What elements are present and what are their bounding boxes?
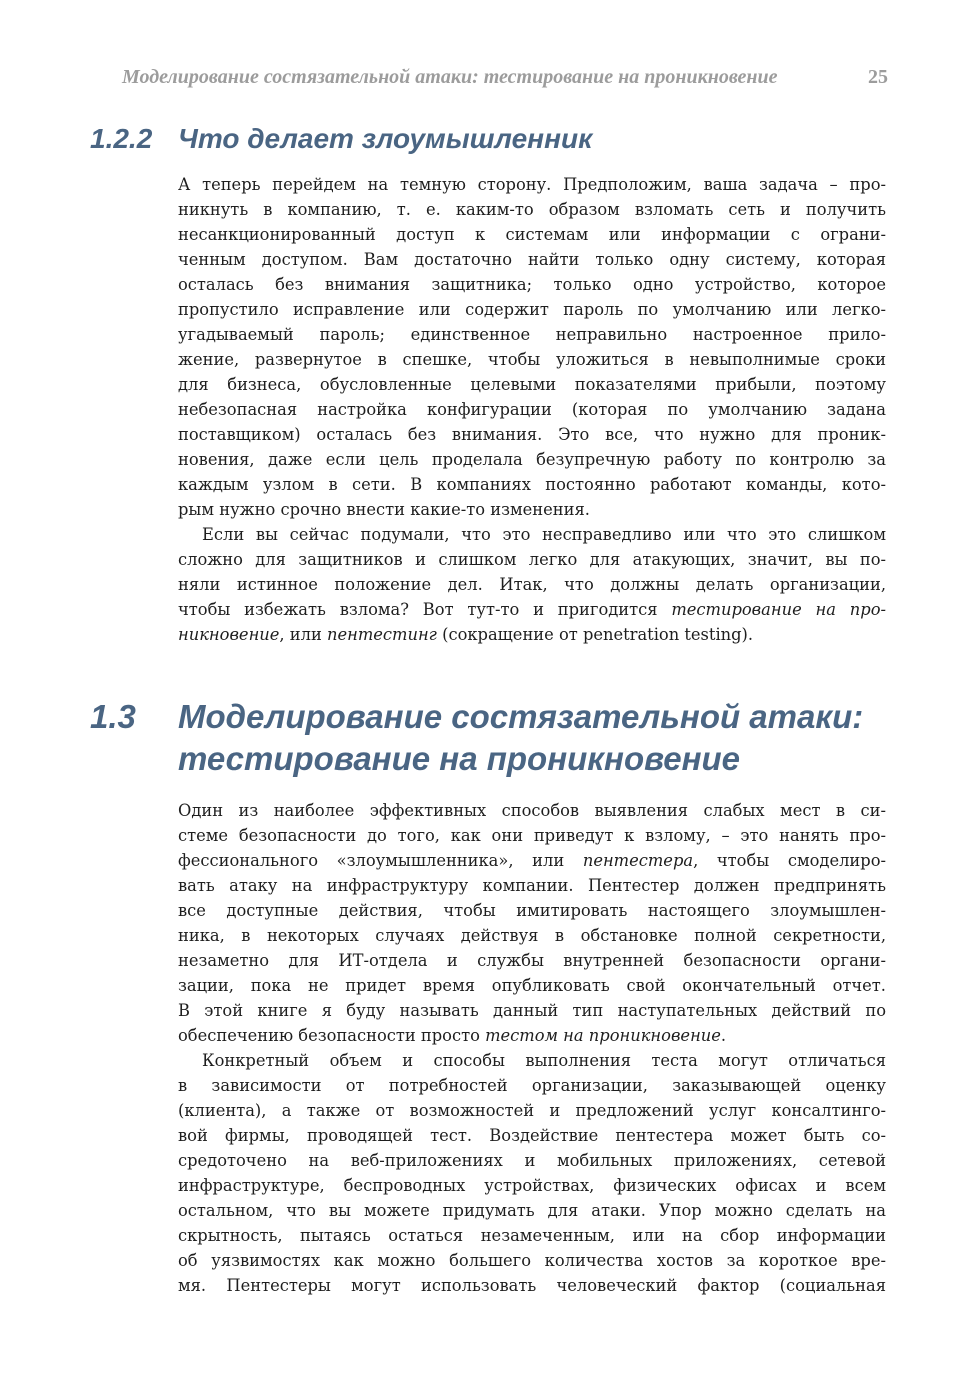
text-line: (клиента), а также от возможностей и предложений услуг консалтинго- [178,1101,886,1120]
text-line: сложно для защитников и слишком легко для атакующих, значит, вы по- [178,550,886,569]
text-line: ченным доступом. Вам достаточно найти только одну систему, которая [178,250,886,269]
text-line [178,848,886,873]
text-line: незаметно для ИТ-отдела и службы внутренней безопасности органи- [178,951,886,970]
text-run: фессионального «злоумышленника», или [178,851,583,870]
text-line: каждым узлом в сети. В компаниях постоянно работают команды, кото- [178,475,886,494]
running-head: Моделирование состязательной атаки: тестирование на проникновение [122,66,778,88]
italic-term: пентестера [582,851,694,870]
section-title [178,696,863,780]
text-line: ника, в некоторых случаях действуя в обстановке полной секретности, [178,926,886,945]
text-line: инфраструктуре, беспроводных устройствах, физических офисах и всем [178,1176,886,1195]
text-line: В этой книге я буду называть данный тип наступательных действий по [178,1001,886,1020]
text-line [178,1023,886,1048]
text-line: угадываемый пароль; единственное неправильно настроенное прило- [178,325,886,344]
text-line: вой фирмы, проводящей тест. Воздействие пентестера может быть со- [178,1126,886,1145]
text-line: А теперь перейдем на темную сторону. Предположим, ваша задача – про- [178,175,886,194]
text-line: няли истинное положение дел. Итак, что должны делать организации, [178,575,886,594]
text-line: жение, развернутое в спешке, чтобы уложиться в невыполнимые сроки [178,350,886,369]
text-line: поставщиком) осталась без внимания. Это все, что нужно для проник- [178,425,886,444]
text-line: стеме безопасности до того, как они приведут к взлому, – это нанять про- [178,826,886,845]
text-run: , или [279,625,327,644]
italic-term: пентестинг [327,625,437,644]
text-line [178,622,886,647]
section-1-2-2-body [178,172,886,647]
text-line: в зависимости от потребностей организации, заказывающей оценку [178,1076,886,1095]
text-run: , чтобы смоделиро- [693,851,887,870]
text-line: несанкционированный доступ к системам или информации с ограни- [178,225,886,244]
text-run: (сокращение от penetration testing). [436,625,754,644]
italic-term: тестом на проникновение [485,1026,721,1045]
text-line: Один из наиболее эффективных способов выявления слабых мест в си- [178,801,886,820]
text-line: пропустило исправление или содержит пароль по умолчанию или легко- [178,300,886,319]
page-number: 25 [868,66,888,88]
text-line: новения, даже если цель проделала безупречную работу по контролю за [178,450,886,469]
text-run: чтобы избежать взлома? Вот тут-то и пригодится [178,600,672,619]
section-number: 1.2.2 [90,123,153,154]
text-line: средоточено на веб-приложениях и мобильных приложениях, сетевой [178,1151,886,1170]
text-line: рым нужно срочно внести какие-то изменения. [178,500,590,519]
text-run: . [720,1026,727,1045]
text-line: мя. Пентестеры могут использовать человеческий фактор (социальная [178,1276,886,1295]
text-line: остальном, что вы можете придумать для атаки. Упор можно сделать на [178,1201,886,1220]
italic-term: никновение [178,625,280,644]
text-line: зации, пока не придет время опубликовать свой окончательный отчет. [178,976,886,995]
text-line [178,597,886,622]
section-title: Что делает злоумышленник [178,123,593,154]
text-run: обеспечению безопасности просто [178,1026,486,1045]
italic-term: тестирование на про- [671,600,886,619]
text-line: об уязвимостях как можно большего количества хостов за короткое вре- [178,1251,886,1270]
text-line: небезопасная настройка конфигурации (которая по умолчанию задана [178,400,886,419]
section-title-line: тестирование на проникновение [178,740,741,777]
text-line: вать атаку на инфраструктуру компании. Пентестер должен предпринять [178,876,886,895]
section-title-line: Моделирование состязательной атаки: [178,698,864,735]
text-line: осталась без внимания защитника; только одно устройство, которое [178,275,886,294]
text-line: Если вы сейчас подумали, что это несправедливо или что это слишком [202,525,886,544]
section-number: 1.3 [90,698,136,735]
text-line: скрытность, пытаясь остаться незамеченным, или на сбор информации [178,1226,886,1245]
text-line: для бизнеса, обусловленные целевыми показателями прибыли, поэтому [178,375,886,394]
section-1-3-body [178,798,886,1298]
text-line: все доступные действия, чтобы имитировать настоящего злоумышлен- [178,901,886,920]
text-line: Конкретный объем и способы выполнения теста могут отличаться [202,1051,886,1070]
text-line: никнуть в компанию, т. е. каким-то образом взломать сеть и получить [178,200,886,219]
